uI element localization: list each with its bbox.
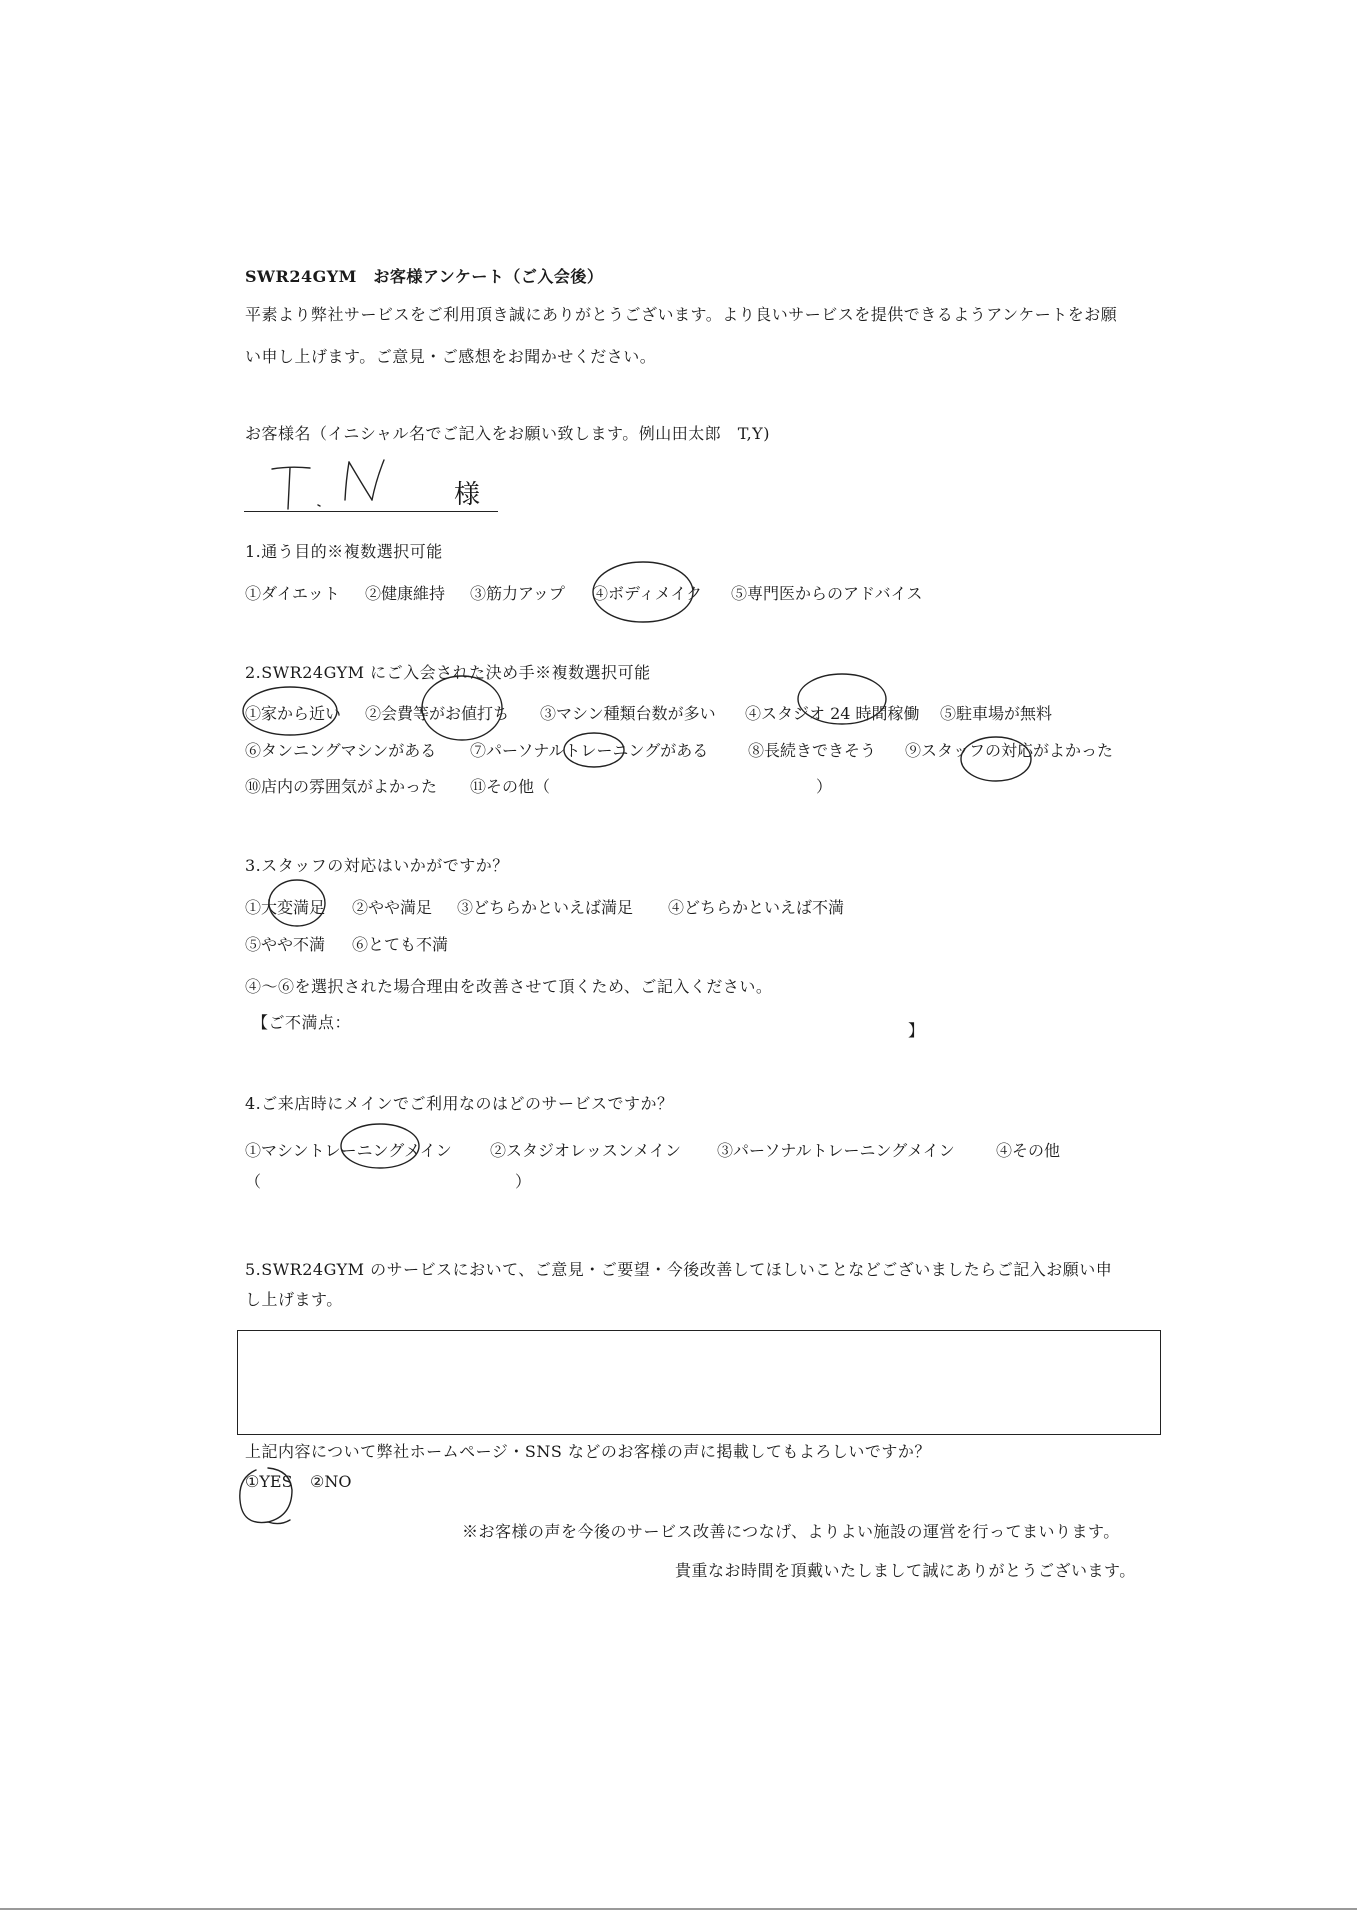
- customer-name-label: お客様名（イニシャル名でご記入をお願い致します。例山田太郎 T,Y): [245, 424, 770, 443]
- q2-option-11[interactable]: ⑪その他（: [470, 777, 551, 796]
- comment-box[interactable]: [237, 1330, 1161, 1435]
- q2-option-2[interactable]: ②会費等がお値打ち: [365, 704, 510, 723]
- q2-option-7[interactable]: ⑦パーソナルトレーニングがある: [470, 741, 709, 760]
- q2-other-close: ）: [816, 777, 833, 796]
- q2-option-1[interactable]: ①家から近い: [245, 704, 342, 723]
- q5-title-line-1: 5.SWR24GYM のサービスにおいて、ご意見・ご要望・今後改善してほしいことなどございましたらご記入お願い申: [245, 1260, 1113, 1279]
- q3-complaint-close: 】: [908, 1021, 925, 1040]
- q5-title-line-2: し上げます。: [245, 1290, 343, 1309]
- name-underline: [244, 511, 498, 512]
- consent-question: 上記内容について弊社ホームページ・SNS などのお客様の声に掲載してもよろしいですか？: [245, 1442, 931, 1461]
- q2-option-4[interactable]: ④スタジオ 24 時間稼働: [745, 704, 920, 723]
- q3-title: 3.スタッフの対応はいかがですか？: [245, 856, 509, 875]
- q1-option-3[interactable]: ③筋力アップ: [470, 584, 565, 603]
- consent-yes[interactable]: ①YES: [245, 1472, 293, 1491]
- q4-option-3[interactable]: ③パーソナルトレーニングメイン: [717, 1141, 955, 1160]
- consent-no[interactable]: ②NO: [310, 1472, 352, 1491]
- q3-option-4[interactable]: ④どちらかといえば不満: [668, 898, 845, 917]
- q1-option-4[interactable]: ④ボディメイク: [592, 584, 703, 603]
- q3-complaint-open: 【ご不満点：: [252, 1013, 352, 1032]
- page-edge: [0, 1908, 1357, 1910]
- q4-other-open: （: [245, 1172, 262, 1191]
- q3-option-5[interactable]: ⑤やや不満: [245, 935, 326, 954]
- q4-other-close: ）: [515, 1172, 532, 1191]
- q2-option-5[interactable]: ⑤駐車場が無料: [940, 704, 1053, 723]
- q3-note: ④～⑥を選択された場合理由を改善させて頂くため、ご記入ください。: [245, 977, 773, 996]
- q2-option-8[interactable]: ⑧長続きできそう: [748, 741, 877, 760]
- footer-note: ※お客様の声を今後のサービス改善につなげ、よりよい施設の運営を行ってまいります。: [462, 1522, 1120, 1541]
- name-suffix: 様: [454, 480, 481, 510]
- consent-circle-tail: [268, 1520, 290, 1524]
- q1-title: 1.通う目的※複数選択可能: [245, 542, 443, 561]
- handwritten-initials: [272, 460, 384, 509]
- q3-option-2[interactable]: ②やや満足: [352, 898, 433, 917]
- q2-option-6[interactable]: ⑥タンニングマシンがある: [245, 741, 437, 760]
- footer-thanks: 貴重なお時間を頂戴いたしまして誠にありがとうございます。: [675, 1561, 1136, 1580]
- q2-option-3[interactable]: ③マシン種類台数が多い: [540, 704, 716, 723]
- intro-line-2: い申し上げます。ご意見・ご感想をお聞かせください。: [245, 347, 657, 366]
- survey-title: SWR24GYM お客様アンケート（ご入会後）: [245, 267, 604, 286]
- q3-option-1[interactable]: ①大変満足: [245, 898, 326, 917]
- q3-option-6[interactable]: ⑥とても不満: [352, 935, 449, 954]
- q4-option-4[interactable]: ④その他: [996, 1141, 1061, 1160]
- intro-line-1: 平素より弊社サービスをご利用頂き誠にありがとうございます。より良いサービスを提供できるようアンケートをお願: [245, 305, 1118, 324]
- q2-option-9[interactable]: ⑨スタッフの対応がよかった: [905, 741, 1114, 760]
- q1-option-2[interactable]: ②健康維持: [365, 584, 446, 603]
- q4-option-2[interactable]: ②スタジオレッスンメイン: [490, 1141, 682, 1160]
- q3-option-3[interactable]: ③どちらかといえば満足: [457, 898, 634, 917]
- q2-title: 2.SWR24GYM にご入会された決め手※複数選択可能: [245, 663, 651, 682]
- q1-option-5[interactable]: ⑤専門医からのアドバイス: [731, 584, 923, 603]
- q1-option-1[interactable]: ①ダイエット: [245, 584, 340, 603]
- q4-option-1[interactable]: ①マシントレーニングメイン: [245, 1141, 452, 1160]
- q2-option-10[interactable]: ⑩店内の雰囲気がよかった: [245, 777, 438, 796]
- q4-title: 4.ご来店時にメインでご利用なのはどのサービスですか？: [245, 1094, 674, 1113]
